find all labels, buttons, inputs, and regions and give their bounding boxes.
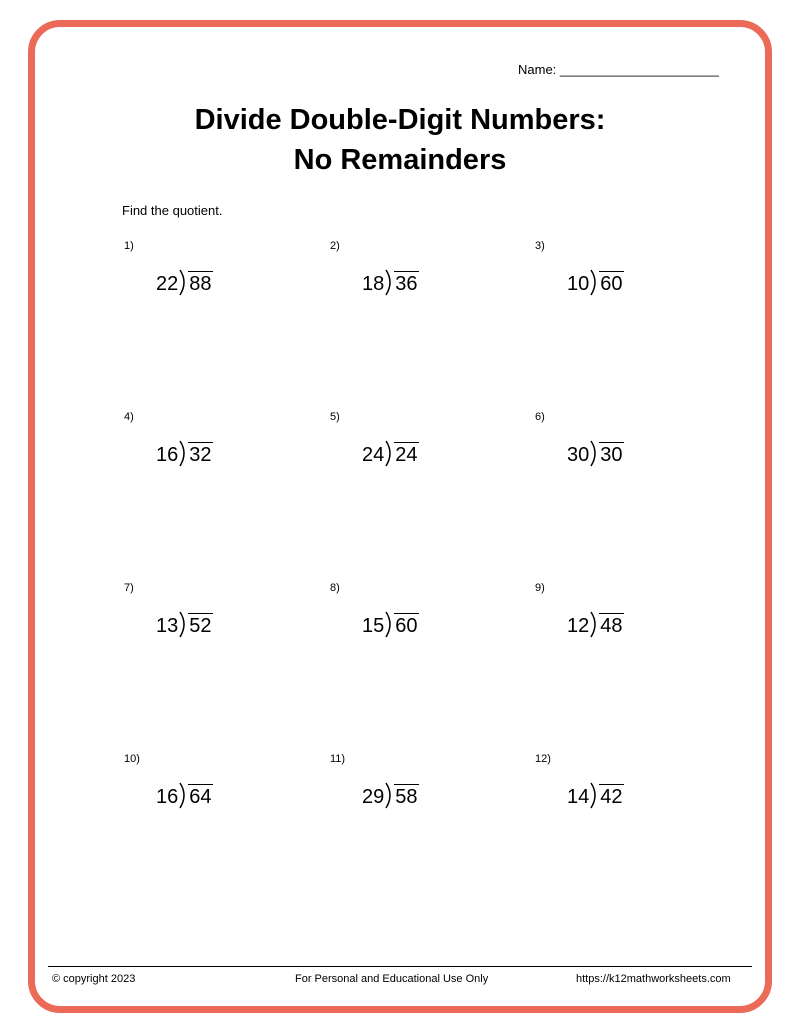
footer-usage: For Personal and Educational Use Only: [295, 973, 489, 985]
divisor: 22: [156, 273, 179, 295]
problem-number: 8): [330, 582, 340, 594]
problem-item: [330, 411, 530, 511]
dividend: 58: [395, 786, 418, 808]
dividend: 52: [189, 615, 212, 637]
divisor: 16: [156, 444, 179, 466]
division-bracket-icon: [589, 781, 599, 809]
divisor: 24: [362, 444, 385, 466]
dividend: 60: [600, 273, 623, 295]
problem-number: 6): [535, 411, 545, 423]
division-bracket-icon: [178, 781, 188, 809]
name-label: Name: ______________________: [518, 62, 719, 77]
problem-item: [535, 411, 735, 511]
long-division: [567, 437, 624, 467]
long-division: [567, 266, 624, 296]
long-division: [567, 779, 624, 809]
division-bracket-icon: [178, 610, 188, 638]
dividend: 60: [395, 615, 418, 637]
division-bracket-icon: [178, 439, 188, 467]
title-line-1: Divide Double-Digit Numbers:: [194, 104, 606, 136]
problem-item: [124, 753, 324, 853]
problem-item: [330, 582, 530, 682]
problem-number: 5): [330, 411, 340, 423]
footer-website: https://k12mathworksheets.com: [576, 973, 731, 985]
long-division: [156, 266, 213, 296]
division-bracket-icon: [384, 268, 394, 296]
long-division: [156, 779, 213, 809]
footer-divider: [48, 966, 752, 967]
problem-number: 3): [535, 240, 545, 252]
division-bracket-icon: [384, 439, 394, 467]
dividend: 48: [600, 615, 623, 637]
dividend: 30: [600, 444, 623, 466]
problem-item: [124, 582, 324, 682]
dividend: 64: [189, 786, 212, 808]
problem-number: 9): [535, 582, 545, 594]
long-division: [362, 266, 419, 296]
divisor: 13: [156, 615, 179, 637]
division-bracket-icon: [384, 781, 394, 809]
problem-number: 1): [124, 240, 134, 252]
division-bracket-icon: [589, 439, 599, 467]
divisor: 12: [567, 615, 590, 637]
dividend: 36: [395, 273, 418, 295]
division-bracket-icon: [178, 268, 188, 296]
problem-number: 11): [330, 753, 346, 765]
divisor: 14: [567, 786, 590, 808]
long-division: [156, 608, 213, 638]
title-line-2: No Remainders: [293, 144, 507, 176]
dividend: 24: [395, 444, 418, 466]
dividend: 42: [600, 786, 623, 808]
long-division: [362, 437, 419, 467]
problem-number: 10): [124, 753, 140, 765]
division-bracket-icon: [384, 610, 394, 638]
problem-number: 12): [535, 753, 551, 765]
divisor: 10: [567, 273, 590, 295]
dividend: 32: [189, 444, 212, 466]
problem-item: [124, 240, 324, 340]
problem-number: 7): [124, 582, 134, 594]
worksheet-title: [0, 100, 800, 180]
problem-item: [535, 240, 735, 340]
problem-number: 2): [330, 240, 340, 252]
problem-number: 4): [124, 411, 134, 423]
division-bracket-icon: [589, 610, 599, 638]
problem-item: [330, 753, 530, 853]
divisor: 15: [362, 615, 385, 637]
problem-item: [124, 411, 324, 511]
problem-item: [330, 240, 530, 340]
divisor: 30: [567, 444, 590, 466]
divisor: 29: [362, 786, 385, 808]
footer-copyright: © copyright 2023: [52, 973, 136, 985]
instructions: Find the quotient.: [122, 203, 223, 218]
divisor: 18: [362, 273, 385, 295]
long-division: [567, 608, 624, 638]
long-division: [362, 608, 419, 638]
long-division: [362, 779, 419, 809]
problem-item: [535, 753, 735, 853]
dividend: 88: [189, 273, 212, 295]
divisor: 16: [156, 786, 179, 808]
division-bracket-icon: [589, 268, 599, 296]
long-division: [156, 437, 213, 467]
problem-item: [535, 582, 735, 682]
